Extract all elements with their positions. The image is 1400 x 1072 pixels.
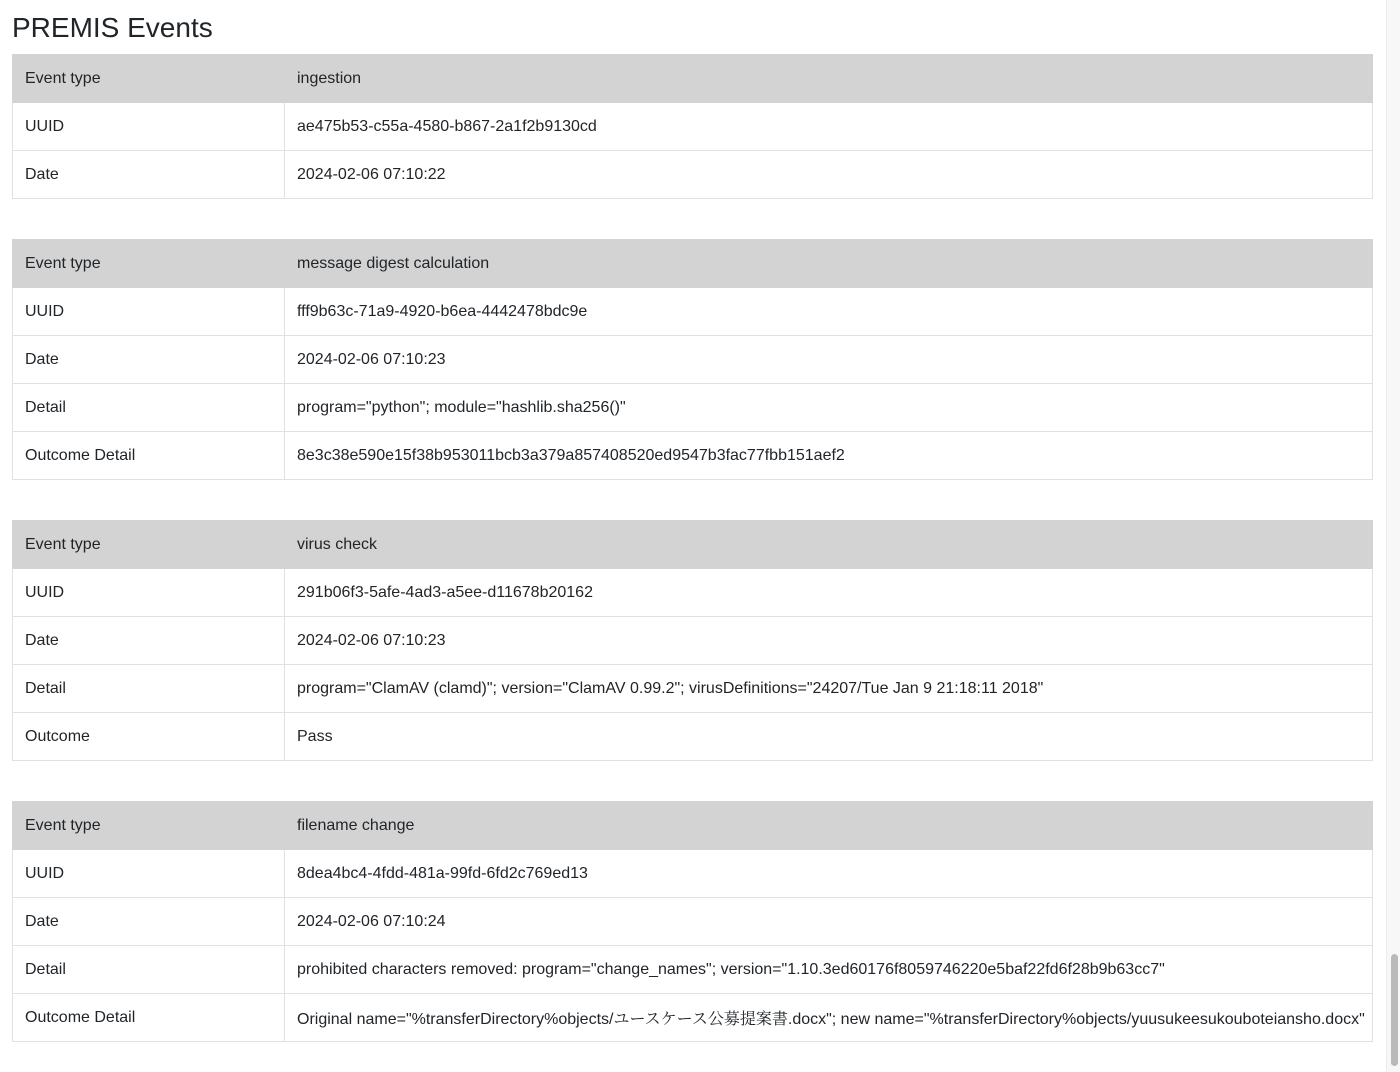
- detail-value: program="ClamAV (clamd)"; version="ClamAV 0.99.2"; virusDefinitions="24207/Tue Jan 9 21:18:11 2018": [285, 665, 1373, 713]
- event-type-value: message digest calculation: [285, 240, 1373, 288]
- outcome-detail-value: 8e3c38e590e15f38b953011bcb3a379a857408520ed9547b3fac77fbb151aef2: [285, 432, 1373, 480]
- vertical-scrollbar[interactable]: [1386, 0, 1400, 1072]
- detail-row: [13, 946, 1373, 994]
- uuid-value: ae475b53-c55a-4580-b867-2a1f2b9130cd: [285, 103, 1373, 151]
- detail-label: Detail: [13, 384, 285, 432]
- uuid-label: UUID: [13, 850, 285, 898]
- uuid-value: fff9b63c-71a9-4920-b6ea-4442478bdc9e: [285, 288, 1373, 336]
- event-type-label: Event type: [13, 55, 285, 103]
- outcome-value: Pass: [285, 713, 1373, 761]
- event-type-value: filename change: [285, 802, 1373, 850]
- event-type-row: [13, 521, 1373, 569]
- date-value: 2024-02-06 07:10:23: [285, 617, 1373, 665]
- date-label: Date: [13, 617, 285, 665]
- scrollbar-thumb[interactable]: [1391, 954, 1398, 1066]
- date-row: [13, 617, 1373, 665]
- uuid-row: [13, 103, 1373, 151]
- event-type-label: Event type: [13, 240, 285, 288]
- date-label: Date: [13, 151, 285, 199]
- uuid-label: UUID: [13, 288, 285, 336]
- detail-value: prohibited characters removed: program="change_names"; version="1.10.3ed60176f8059746220e5baf22fd6f28b9b63cc7": [285, 946, 1373, 994]
- uuid-label: UUID: [13, 103, 285, 151]
- uuid-label: UUID: [13, 569, 285, 617]
- event-table: [12, 54, 1373, 199]
- detail-row: [13, 384, 1373, 432]
- outcome-row: [13, 713, 1373, 761]
- outcome-detail-row: [13, 432, 1373, 480]
- uuid-row: [13, 569, 1373, 617]
- detail-value: program="python"; module="hashlib.sha256()": [285, 384, 1373, 432]
- event-type-label: Event type: [13, 521, 285, 569]
- event-type-value: ingestion: [285, 55, 1373, 103]
- uuid-row: [13, 850, 1373, 898]
- date-row: [13, 151, 1373, 199]
- outcome-detail-label: Outcome Detail: [13, 432, 285, 480]
- uuid-value: 291b06f3-5afe-4ad3-a5ee-d11678b20162: [285, 569, 1373, 617]
- detail-label: Detail: [13, 665, 285, 713]
- outcome-detail-label: Outcome Detail: [13, 994, 285, 1042]
- uuid-value: 8dea4bc4-4fdd-481a-99fd-6fd2c769ed13: [285, 850, 1373, 898]
- premis-events-list: [12, 54, 1373, 1072]
- date-row: [13, 898, 1373, 946]
- detail-label: Detail: [13, 946, 285, 994]
- date-label: Date: [13, 336, 285, 384]
- event-table: [12, 520, 1373, 761]
- event-table: [12, 801, 1373, 1042]
- page-title: PREMIS Events: [12, 12, 213, 43]
- detail-row: [13, 665, 1373, 713]
- date-value: 2024-02-06 07:10:24: [285, 898, 1373, 946]
- date-row: [13, 336, 1373, 384]
- event-type-value: virus check: [285, 521, 1373, 569]
- outcome-detail-row: [13, 994, 1373, 1042]
- outcome-detail-value: Original name="%transferDirectory%objects/ユースケース公募提案書.docx"; new name="%transferDirectory%objects/yuusukeesukouboteiansho.docx": [285, 994, 1373, 1042]
- date-value: 2024-02-06 07:10:23: [285, 336, 1373, 384]
- outcome-label: Outcome: [13, 713, 285, 761]
- event-type-label: Event type: [13, 802, 285, 850]
- date-value: 2024-02-06 07:10:22: [285, 151, 1373, 199]
- event-type-row: [13, 240, 1373, 288]
- uuid-row: [13, 288, 1373, 336]
- event-table: [12, 239, 1373, 480]
- date-label: Date: [13, 898, 285, 946]
- event-type-row: [13, 802, 1373, 850]
- event-type-row: [13, 55, 1373, 103]
